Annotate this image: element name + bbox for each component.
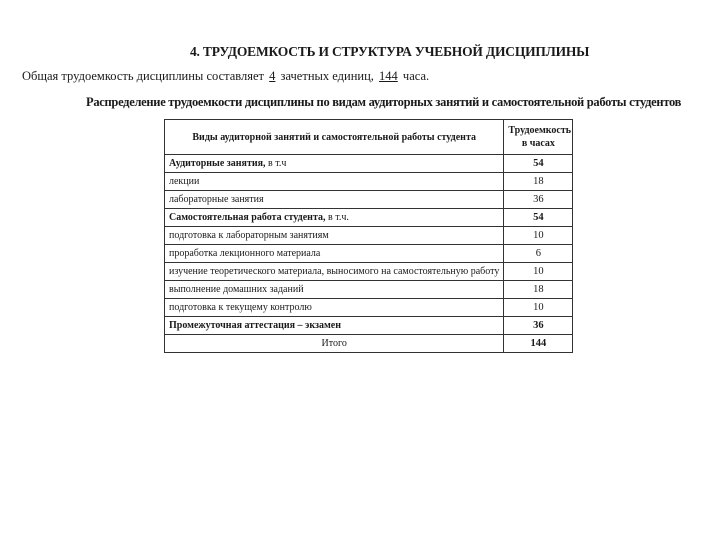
row-hours-value: 18 [504,173,573,191]
row-activity-suffix: в т.ч [265,158,287,169]
table-row [165,317,573,335]
row-activity-name: выполнение домашних заданий [169,284,304,295]
table-body [165,155,573,353]
header-activity-type: Виды аудиторной занятий и самостоятельной работы студента [165,120,504,155]
row-hours-value: 6 [504,245,573,263]
row-hours-value: 144 [504,335,573,353]
row-activity-cell [165,227,504,245]
header-hours-text: Трудоемкость в часах [508,125,572,149]
row-hours-value: 54 [504,209,573,227]
row-activity-cell [165,245,504,263]
table-row [165,191,573,209]
table-row [165,227,573,245]
row-activity-cell [165,173,504,191]
table-row [165,173,573,191]
row-hours-value: 10 [504,227,573,245]
table-row [165,263,573,281]
table-row [165,245,573,263]
row-activity-name: Самостоятельная работа студента, [169,212,326,223]
row-hours-value: 36 [504,191,573,209]
row-activity-name: лабораторные занятия [169,194,264,205]
row-activity-cell [165,281,504,299]
table-row [165,299,573,317]
row-hours-value: 10 [504,299,573,317]
row-activity-cell [165,335,504,353]
row-activity-name: Итого [321,338,347,349]
row-activity-name: Промежуточная аттестация – экзамен [169,320,341,331]
credits-value: 4 [269,69,276,83]
row-activity-name: подготовка к текущему контролю [169,302,312,313]
table-row [165,209,573,227]
row-hours-value: 10 [504,263,573,281]
intro-text [22,69,429,84]
hours-value: 144 [379,69,398,83]
table-row [165,335,573,353]
row-activity-name: проработка лекционного материала [169,248,321,259]
section-title: 4. ТРУДОЕМКОСТЬ И СТРУКТУРА УЧЕБНОЙ ДИСЦИПЛИНЫ [190,44,590,59]
row-activity-suffix: в т.ч. [325,212,349,223]
table-header-row [165,120,573,155]
row-hours-value: 18 [504,281,573,299]
row-hours-value: 54 [504,155,573,173]
row-activity-cell [165,299,504,317]
row-activity-name: лекции [169,176,200,187]
header-hours [504,120,573,155]
row-activity-name: изучение теоретического материала, выносимого на самостоятельную работу [169,266,500,277]
row-activity-name: подготовка к лабораторным занятиям [169,230,329,241]
row-activity-cell [165,191,504,209]
table-subtitle: Распределение трудоемкости дисциплины по видам аудиторных занятий и самостоятельной работы студентов [86,95,682,109]
row-hours-value: 36 [504,317,573,335]
row-activity-cell [165,263,504,281]
row-activity-cell [165,209,504,227]
table-row [165,281,573,299]
row-activity-cell [165,317,504,335]
intro-prefix: Общая трудоемкость дисциплины составляет [22,69,265,83]
row-activity-cell [165,155,504,173]
workload-table [164,119,573,353]
hours-suffix: часа. [402,69,430,83]
table-row [165,155,573,173]
credits-suffix: зачетных единиц, [280,69,374,83]
row-activity-name: Аудиторные занятия, [169,158,266,169]
